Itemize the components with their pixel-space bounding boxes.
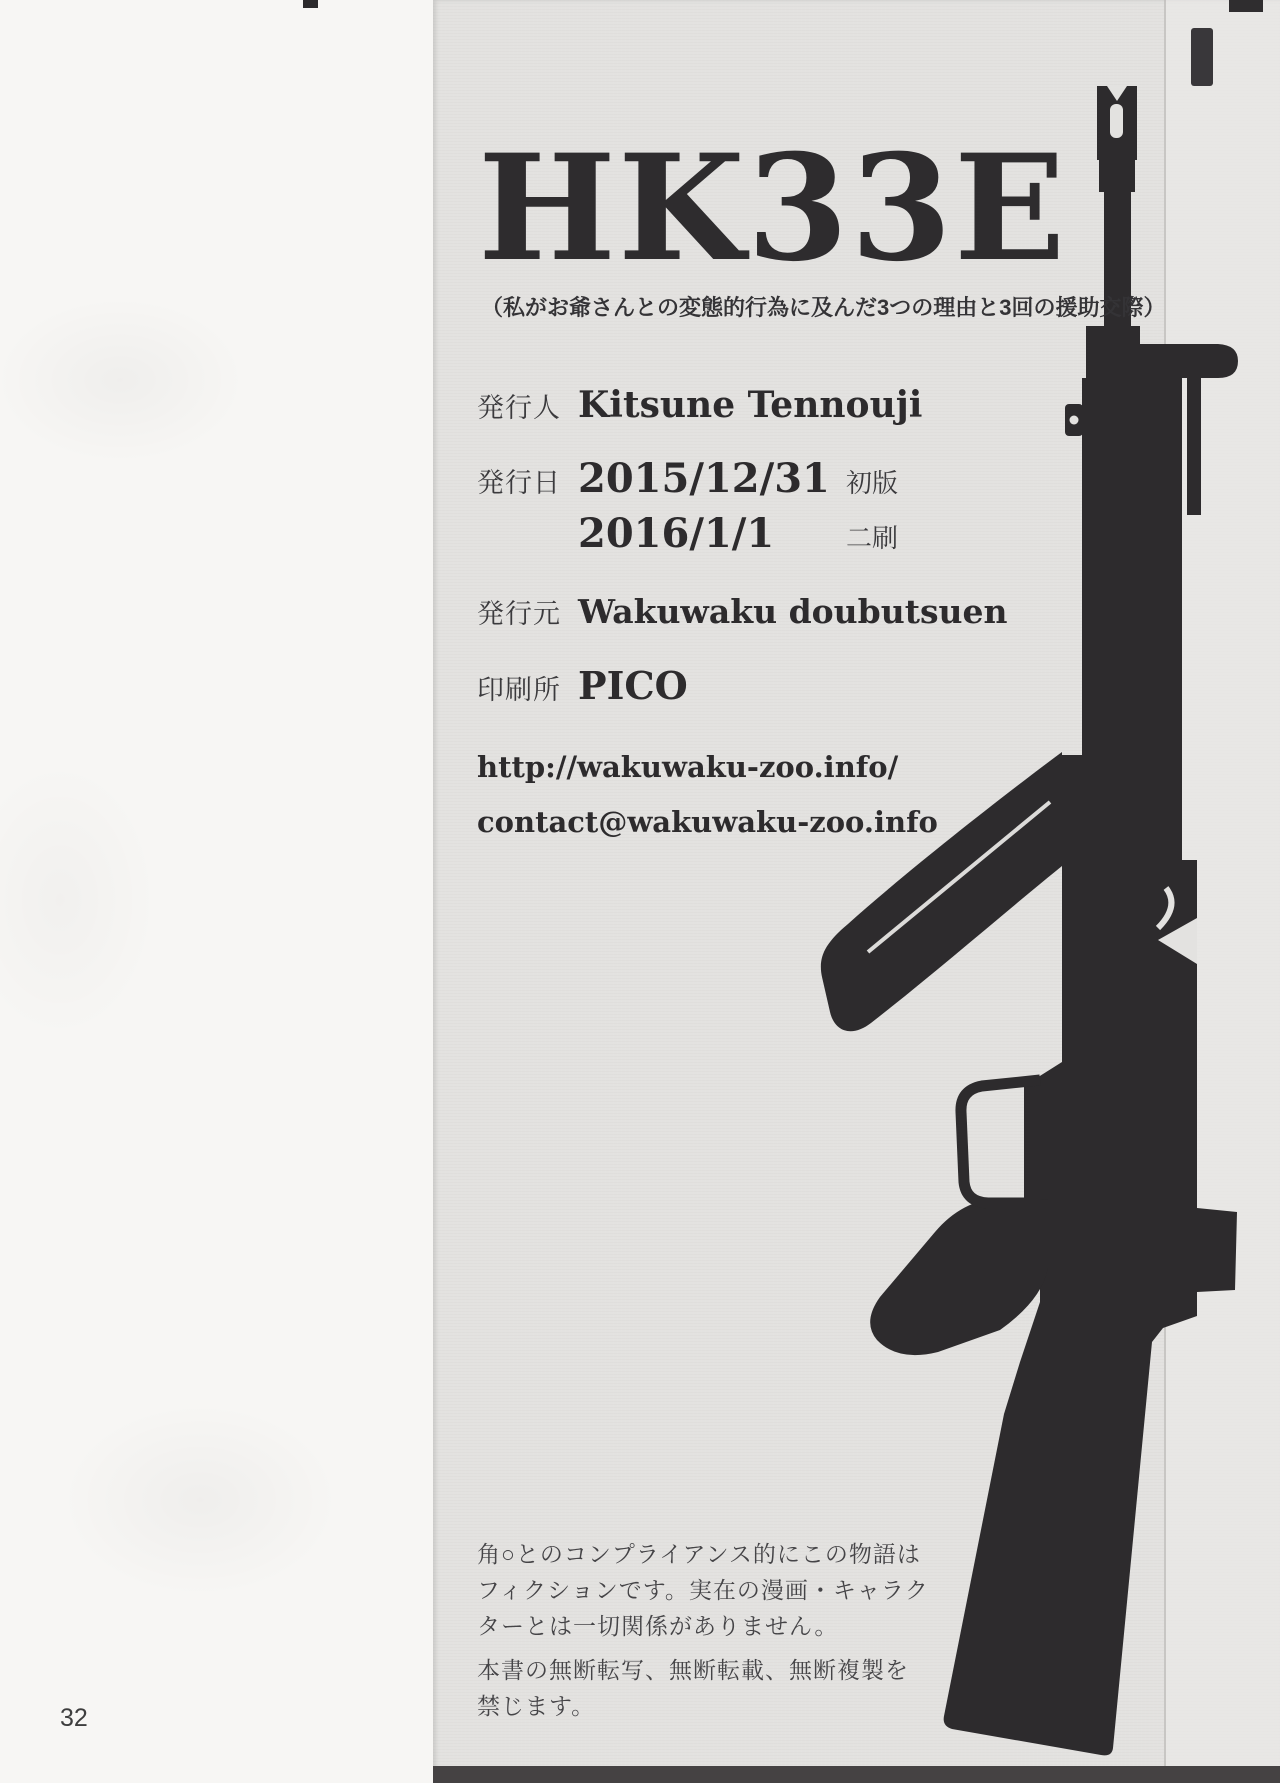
colophon-label: 発行元: [477, 599, 561, 629]
edition-note: 初版: [846, 468, 899, 498]
edition-note: 二刷: [846, 523, 899, 553]
colophon-value: 2016/1/1: [578, 510, 775, 557]
page-number: 32: [60, 1704, 88, 1732]
scan-artifact: [1191, 28, 1213, 86]
fiction-disclaimer-line: ターとは一切関係がありません。: [477, 1613, 839, 1639]
doujin-title: HK33E: [478, 123, 1068, 294]
scan-artifact: [303, 0, 318, 8]
colophon-row-publisher: [477, 384, 922, 426]
colophon-label: 発行人: [477, 393, 561, 423]
rifle-handguard: [1082, 378, 1182, 760]
website-url: http://wakuwaku-zoo.info/: [477, 750, 899, 784]
rifle-pistol-grip: [870, 1198, 1048, 1355]
copyright-notice-line: 本書の無断転写、無断転載、無断複製を: [477, 1657, 909, 1683]
colophon-row-date-second: [477, 510, 898, 557]
rifle-front-sight: [1134, 344, 1238, 378]
scan-artifact: [1229, 0, 1263, 12]
bottom-scan-edge: [433, 1766, 1280, 1783]
fiction-disclaimer-line: 角○とのコンプライアンス的にこの物語は: [477, 1541, 921, 1567]
copyright-notice: [477, 1652, 909, 1724]
doujin-subtitle: （私がお爺さんとの変態的行為に及んだ3つの理由と3回の援助交際）: [481, 295, 1166, 320]
colophon-row-date-first: [477, 455, 898, 502]
colophon-row-circle: [477, 592, 1008, 631]
colophon-label: 印刷所: [477, 675, 561, 705]
colophon-value: Kitsune Tennouji: [578, 384, 923, 426]
fiction-disclaimer-line: フィクションです。実在の漫画・キャラク: [477, 1577, 929, 1603]
colophon-value: 2015/12/31: [578, 455, 830, 502]
copyright-notice-line: 禁じます。: [477, 1693, 596, 1719]
contact-email: contact@wakuwaku-zoo.info: [477, 805, 938, 839]
fiction-disclaimer: [477, 1536, 929, 1644]
colophon-label: 発行日: [477, 468, 561, 498]
colophon-value: Wakuwaku doubutsuen: [578, 592, 1008, 631]
colophon-row-printer: [477, 663, 688, 708]
colophon-value: PICO: [578, 663, 688, 708]
